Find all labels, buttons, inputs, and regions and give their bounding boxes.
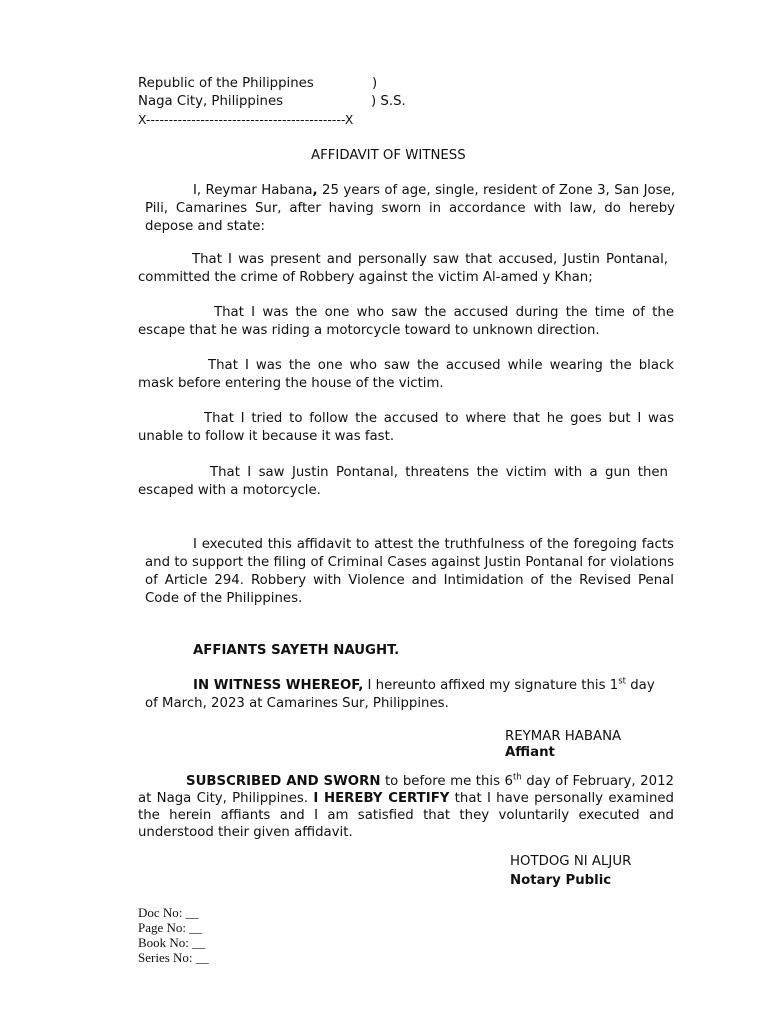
witness-heading: IN WITNESS WHEREOF,	[193, 678, 364, 693]
jurat-certify: I HEREBY CERTIFY	[313, 791, 450, 806]
venue-divider: X--------------------------------------------X	[138, 113, 354, 127]
jurat-text: to before me this 6	[380, 774, 513, 789]
jurat-paragraph	[138, 773, 674, 841]
book-number: Book No: __	[138, 935, 206, 950]
notary-name: HOTDOG NI ALJUR	[510, 854, 632, 869]
witness-ordinal: st	[618, 676, 627, 687]
series-number: Series No: __	[138, 950, 209, 965]
witness-paragraph	[145, 677, 665, 713]
witness-date: day of March, 2023 at Camarines Sur, Philippines.	[145, 678, 655, 711]
statement-5: That I saw Justin Pontanal, threatens the victim with a gun then escaped with a motorcycle.	[138, 465, 668, 498]
statement-3: That I was the one who saw the accused while wearing the black mask before entering the house of the victim.	[138, 358, 674, 391]
affiant-name: REYMAR HABANA	[505, 729, 622, 744]
intro-paragraph	[145, 182, 675, 236]
statement-1: That I was present and personally saw that accused, Justin Pontanal, committed the crime of Robbery against the victim Al-amed y Khan;	[138, 252, 668, 285]
witness-text: I hereunto affixed my signature this 1	[363, 678, 619, 693]
statement-2: That I was the one who saw the accused during the time of the escape that he was riding a motorcycle toward to unknown direction.	[138, 305, 674, 338]
jurat-certify-text: that I have personally examined the herein affiants and I am satisfied that they voluntarily executed and understood their given affidavit.	[138, 791, 674, 840]
page-number: Page No: __	[138, 920, 203, 935]
jurat-heading: SUBSCRIBED AND SWORN	[186, 774, 381, 789]
jurat-ordinal: th	[512, 772, 522, 783]
jurat-date: day of February, 2012 at Naga City, Philippines.	[138, 774, 674, 806]
doc-number: Doc No: __	[138, 905, 199, 920]
purpose-paragraph: I executed this affidavit to attest the truthfulness of the foregoing facts and to support the filing of Criminal Cases against Justin Pontanal for violations of Article 294. Robbery with Violence and Intimidation of the Revised Penal Code of the Philippines.	[145, 537, 674, 606]
venue-republic: Republic of the Philippines	[138, 76, 314, 91]
notary-role: Notary Public	[510, 873, 612, 888]
statement-4: That I tried to follow the accused to where that he goes but I was unable to follow it because it was fast.	[138, 411, 674, 444]
venue-city: Naga City, Philippines	[138, 94, 284, 109]
closing-statement: AFFIANTS SAYETH NAUGHT.	[193, 643, 400, 658]
venue-ss: ) S.S.	[371, 94, 406, 109]
venue-bracket: )	[372, 76, 378, 91]
affiant-role: Affiant	[505, 745, 555, 760]
intro-text: 25 years of age, single, resident of Zone 3, San Jose, Pili, Camarines Sur, after having sworn in accordance with law, do hereby depose and state:	[145, 183, 676, 234]
intro-affiant: I, Reymar Habana	[193, 183, 313, 198]
intro-comma: ,	[312, 183, 318, 198]
document-title: AFFIDAVIT OF WITNESS	[311, 148, 466, 163]
